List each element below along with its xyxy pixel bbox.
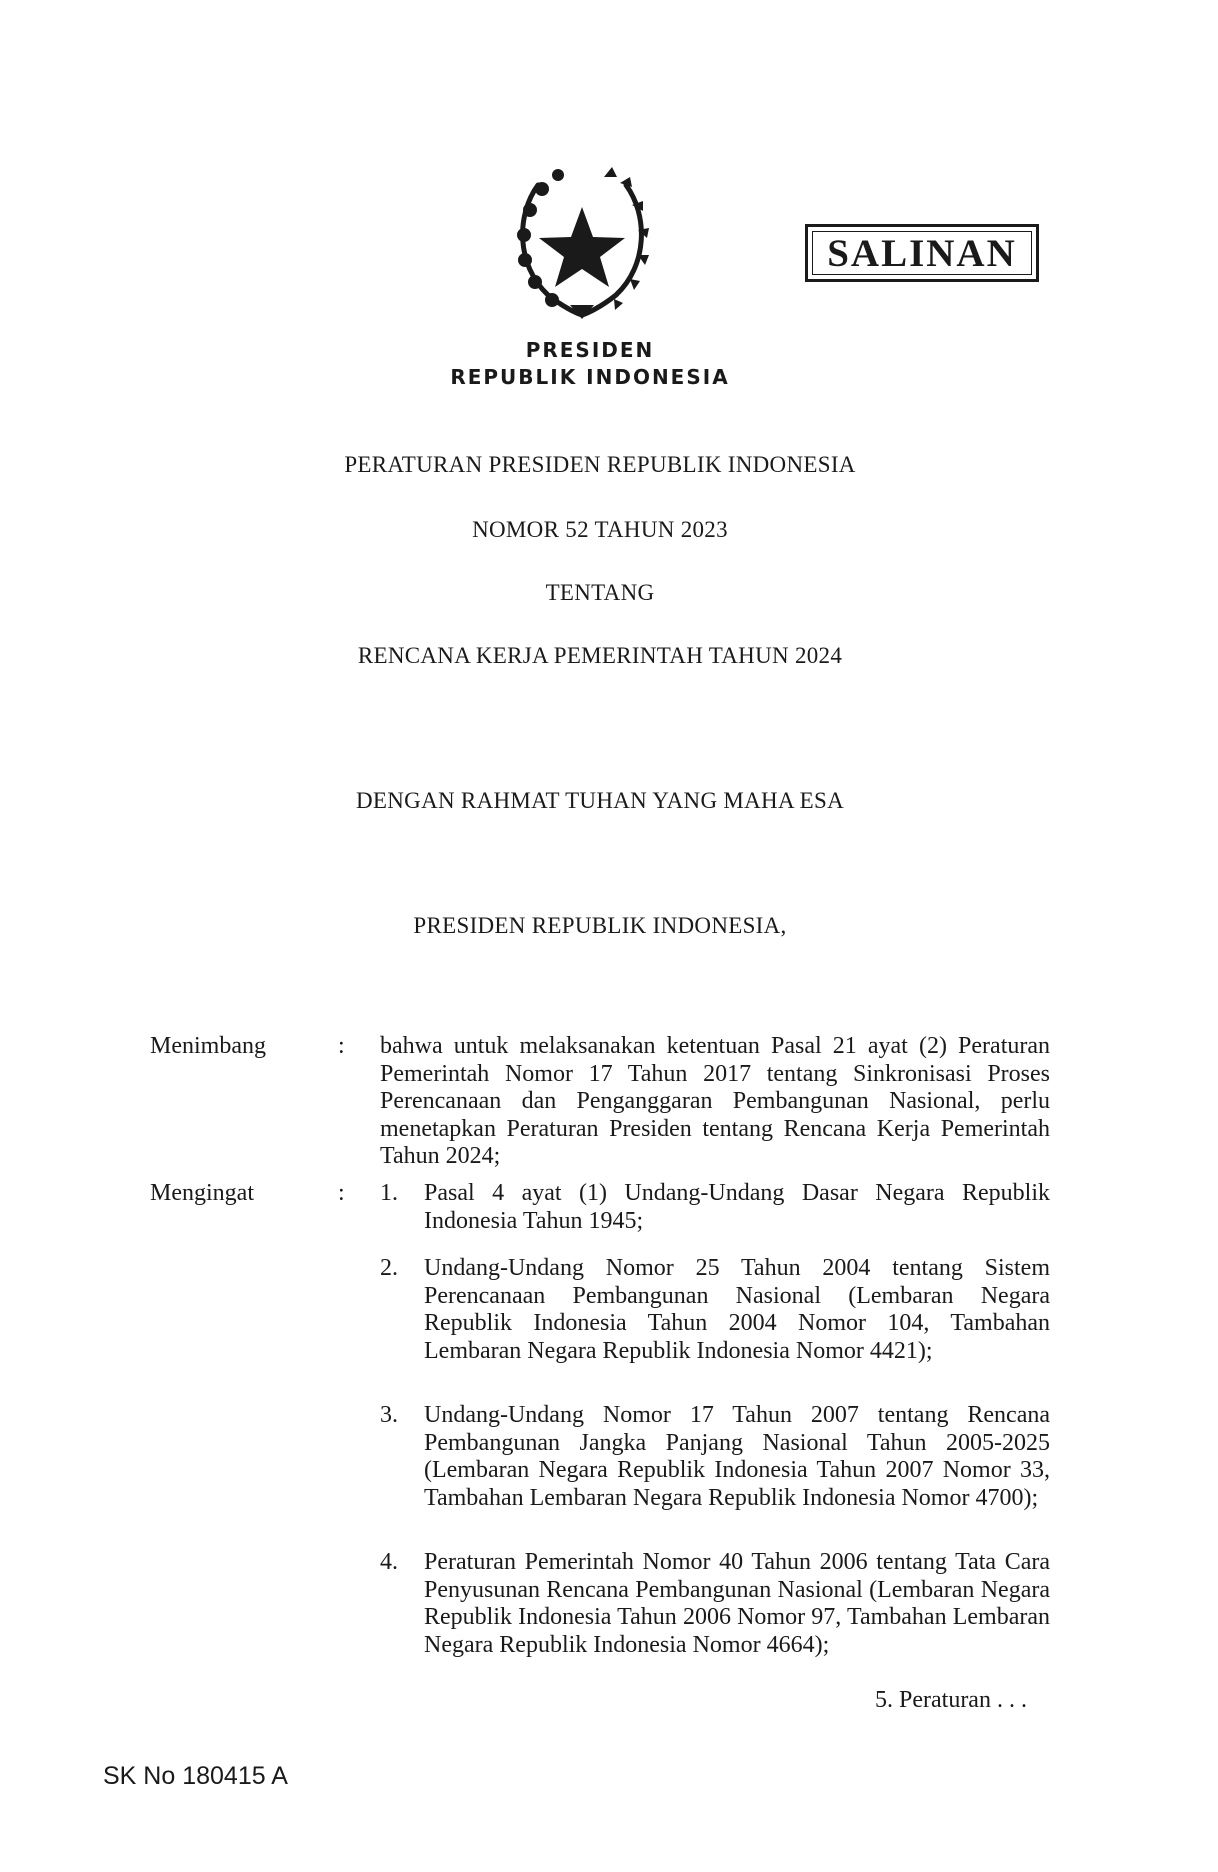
list-item-number: 1.: [380, 1180, 398, 1206]
blessing-line: DENGAN RAHMAT TUHAN YANG MAHA ESA: [355, 788, 845, 813]
issuer-line: PRESIDEN REPUBLIK INDONESIA,: [413, 913, 787, 938]
president-label-line1: PRESIDEN: [525, 338, 655, 362]
menimbang-label: Menimbang: [150, 1033, 266, 1059]
list-item-number: 3.: [380, 1402, 398, 1428]
document-code: SK No 180415 A: [103, 1762, 288, 1790]
list-item-text: Peraturan Pemerintah Nomor 40 Tahun 2006 tentang Tata Cara Penyusunan Rencana Pembangunan Nasional (Lembaran Negara Republik Indonesia Tahun 2006 Nomor 97, Tambahan Lembaran Negara Republik Indonesia Nomor 4664);: [424, 1549, 1050, 1658]
regulation-subject: RENCANA KERJA PEMERINTAH TAHUN 2024: [357, 643, 843, 668]
list-item: [380, 1402, 1050, 1512]
list-item: [380, 1255, 1050, 1365]
next-page-reference: 5. Peraturan . . .: [875, 1687, 1027, 1713]
regulation-title: PERATURAN PRESIDEN REPUBLIK INDONESIA: [344, 452, 856, 477]
list-item-text: Pasal 4 ayat (1) Undang-Undang Dasar Negara Republik Indonesia Tahun 1945;: [424, 1180, 1050, 1234]
regulation-tentang: TENTANG: [545, 580, 655, 605]
mengingat-colon: :: [338, 1180, 345, 1206]
list-item-text: Undang-Undang Nomor 25 Tahun 2004 tentang Sistem Perencanaan Pembangunan Nasional (Lembaran Negara Republik Indonesia Tahun 2004 Nomor 104, Tambahan Lembaran Negara Republik Indonesia Nomor 4421);: [424, 1255, 1050, 1364]
list-item-text: Undang-Undang Nomor 17 Tahun 2007 tentang Rencana Pembangunan Jangka Panjang Nasional Tahun 2005-2025 (Lembaran Negara Republik Indonesia Tahun 2007 Nomor 33, Tambahan Lembaran Negara Republik Indonesia Nomor 4700);: [424, 1402, 1050, 1511]
list-item: [380, 1549, 1050, 1659]
mengingat-label: Mengingat: [150, 1180, 254, 1206]
regulation-number: NOMOR 52 TAHUN 2023: [472, 517, 728, 542]
list-item: [380, 1180, 1050, 1235]
list-item-number: 4.: [380, 1549, 398, 1575]
list-item-number: 2.: [380, 1255, 398, 1281]
salinan-stamp: SALINAN: [805, 224, 1039, 282]
garuda-star-emblem-icon: [508, 155, 656, 325]
menimbang-text: bahwa untuk melaksanakan ketentuan Pasal 21 ayat (2) Peraturan Pemerintah Nomor 17 Tahun 2017 tentang Sinkronisasi Proses Perencanaan dan Penganggaran Pembangunan Nasional, perlu menetapkan Peraturan Presiden tentang Rencana Kerja Pemerintah Tahun 2024;: [380, 1033, 1050, 1169]
menimbang-colon: :: [338, 1033, 345, 1059]
president-label-line2: REPUBLIK INDONESIA: [450, 365, 730, 389]
